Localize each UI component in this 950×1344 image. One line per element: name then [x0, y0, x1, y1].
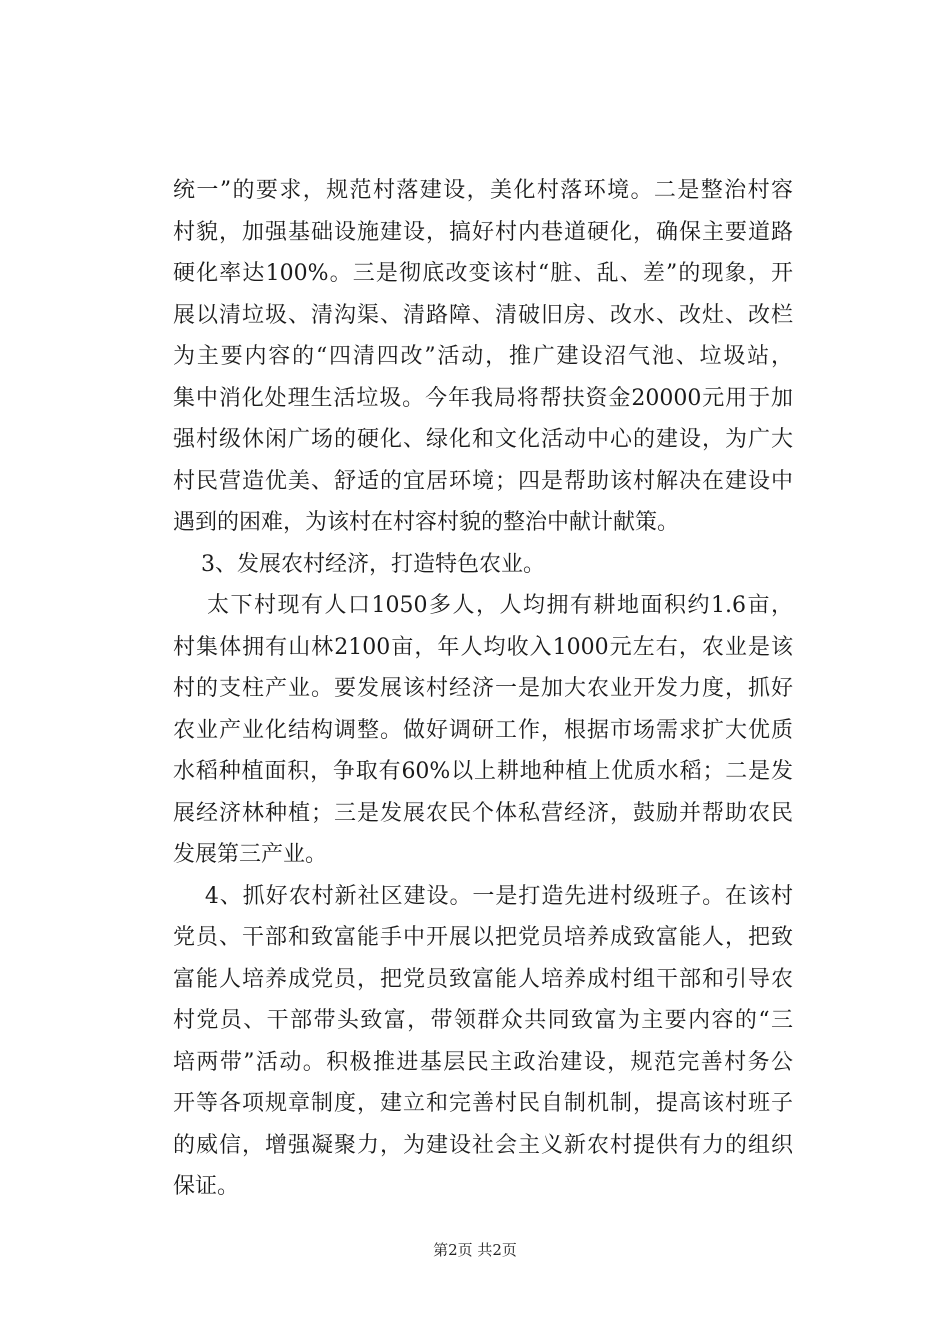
text-line: 村民营造优美、舒适的宜居环境；四是帮助该村解决在建设中	[173, 468, 793, 494]
text-line: 保证。	[173, 1174, 240, 1199]
text-line: 村的支柱产业。要发展该村经济一是加大农业开发力度，抓好	[173, 676, 793, 701]
text-line: 培两带”活动。积极推进基层民主政治建设，规范完善村务公	[173, 1049, 793, 1075]
text-line: 发展第三产业。	[173, 842, 328, 867]
text-line: 富能人培养成党员，把党员致富能人培养成村组干部和引导农	[173, 966, 793, 992]
document-body	[173, 170, 793, 1208]
text-line: 为主要内容的“四清四改”活动，推广建设沼气池、垃圾站，	[173, 344, 793, 369]
text-line: 的威信，增强凝聚力，为建设社会主义新农村提供有力的组织	[173, 1132, 793, 1158]
text-line: 硬化率达100%。三是彻底改变该村“脏、乱、差”的现象，开	[173, 261, 793, 286]
text-line: 遇到的困难，为该村在村容村貌的整治中献计献策。	[173, 510, 680, 535]
text-line: 农业产业化结构调整。做好调研工作，根据市场需求扩大优质	[173, 717, 793, 743]
text-line: 统一”的要求，规范村落建设，美化村落环境。二是整治村容	[173, 178, 793, 203]
text-line: 集中消化处理生活垃圾。今年我局将帮扶资金20000元用于加	[173, 385, 793, 411]
text-line: 开等各项规章制度，建立和完善村民自制机制，提高该村班子	[173, 1091, 793, 1116]
text-line: 村党员、干部带头致富，带领群众共同致富为主要内容的“三	[173, 1008, 793, 1033]
text-line: 村貌，加强基础设施建设，搞好村内巷道硬化，确保主要道路	[173, 219, 793, 245]
text-line: 展以清垃圾、清沟渠、清路障、清破旧房、改水、改灶、改栏	[173, 302, 793, 328]
text-line: 太下村现有人口1050多人，人均拥有耕地面积约1.6亩，	[173, 593, 793, 618]
text-line: 3、发展农村经济，打造特色农业。	[173, 551, 545, 577]
text-line: 强村级休闲广场的硬化、绿化和文化活动中心的建设，为广大	[173, 427, 793, 452]
text-line: 展经济林种植；三是发展农民个体私营经济，鼓励并帮助农民	[173, 800, 793, 826]
text-line: 4、抓好农村新社区建设。一是打造先进村级班子。在该村	[173, 883, 793, 909]
page-footer: 第2页 共2页	[433, 1241, 517, 1259]
text-line: 党员、干部和致富能手中开展以把党员培养成致富能人，把致	[173, 925, 793, 950]
text-line: 村集体拥有山林2100亩，年人均收入1000元左右，农业是该	[173, 634, 793, 660]
text-line: 水稻种植面积，争取有60%以上耕地种植上优质水稻；二是发	[173, 759, 793, 784]
